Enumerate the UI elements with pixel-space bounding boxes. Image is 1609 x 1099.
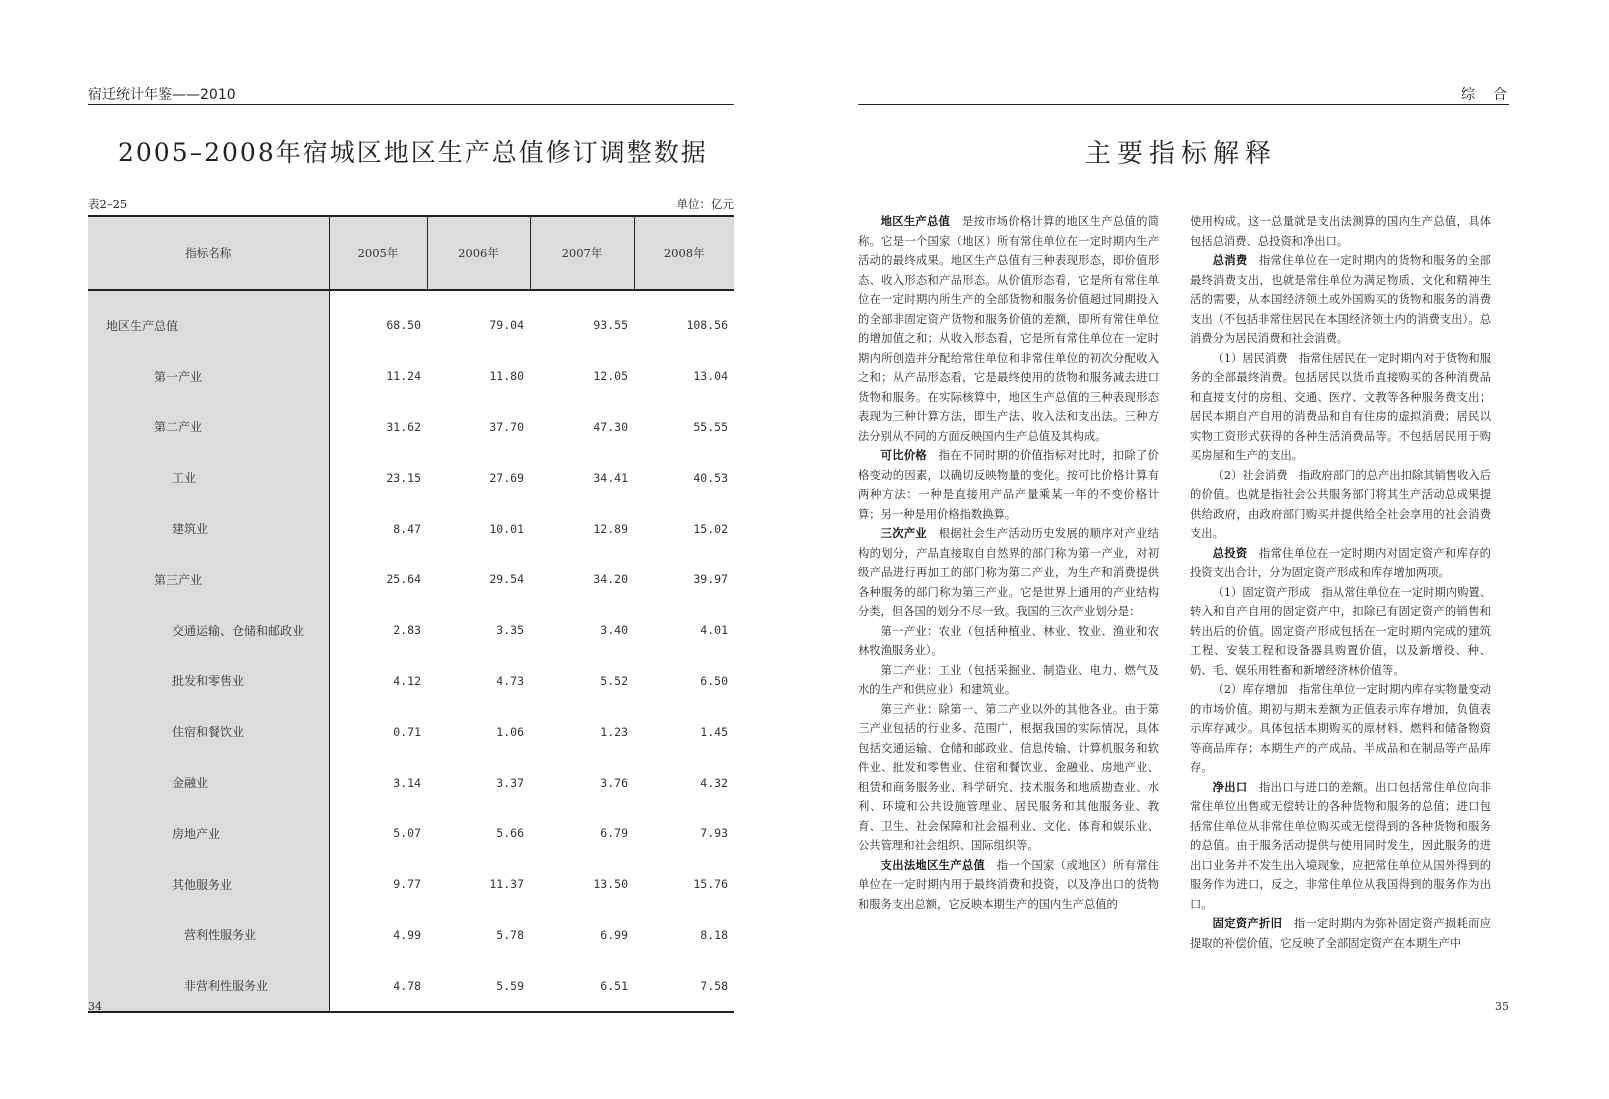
value-cell: 5.78 — [496, 927, 524, 942]
paragraph — [1190, 212, 1491, 251]
table-row — [88, 351, 734, 402]
column-header: 指标名称 — [88, 216, 329, 290]
column-header: 2006年 — [427, 216, 530, 290]
paragraph — [858, 524, 1159, 622]
value-cell: 5.59 — [427, 960, 530, 1012]
value-cell: 15.02 — [693, 521, 728, 536]
header-rule-left — [88, 104, 734, 105]
running-head-right: 综 合 — [1461, 87, 1509, 103]
value-cell: 79.04 — [489, 318, 524, 333]
value-cell: 29.54 — [489, 572, 524, 587]
paragraph — [858, 700, 1159, 856]
value-cell: 23.15 — [386, 470, 421, 485]
definition-text: （2）社会消费 指政府部门的总产出扣除其销售收入后的价值。也就是指社会公共服务部门将其生产活动总成果提供给政府，由政府部门购买并提供给全社会享用的社会消费支出。 — [1190, 468, 1491, 540]
definition-text: 指在不同时期的价值指标对比时，扣除了价格变动的因素，以确切反映物量的变化。按可比价格计算有两种方法：一种是直接用产品产量乘某一年的不变价格计算；另一种是用价格指数换算。 — [858, 449, 1159, 521]
definition-text: 指常住单位在一定时期内的货物和服务的全部最终消费支出，也就是常住单位为满足物质、文化和精神生活的需要，从本国经济领土或外国购买的货物和服务的消费支出（不包括非常住居民在本国经济领土内的消费支出）。总消费分为居民消费和社会消费。 — [1190, 254, 1491, 345]
page-number-right: 35 — [1495, 1000, 1509, 1013]
row-label: 工业 — [88, 452, 329, 503]
value-cell: 4.78 — [329, 960, 427, 1012]
running-head-left: 宿迁统计年鉴——2010 — [88, 87, 236, 103]
value-cell: 5.52 — [600, 673, 628, 688]
paragraph — [858, 856, 1159, 915]
table-row — [88, 554, 734, 605]
value-cell: 55.55 — [693, 419, 728, 434]
paragraph — [1190, 349, 1491, 466]
paragraph — [858, 622, 1159, 661]
value-cell: 3.14 — [393, 775, 421, 790]
column-header: 2008年 — [634, 216, 734, 290]
definition-text: 使用构成。这一总量就是支出法测算的国内生产总值，具体包括总消费、总投资和净出口。 — [1190, 215, 1491, 248]
value-cell: 8.18 — [700, 927, 728, 942]
section-title: 主要指标解释 — [1085, 139, 1278, 169]
table-row — [88, 402, 734, 453]
paragraph — [858, 661, 1159, 700]
value-cell: 93.55 — [593, 318, 628, 333]
value-cell: 6.99 — [600, 927, 628, 942]
value-cell: 9.77 — [393, 877, 421, 892]
value-cell: 11.37 — [489, 877, 524, 892]
value-cell: 4.12 — [393, 673, 421, 688]
value-cell: 6.79 — [600, 826, 628, 841]
value-cell: 12.89 — [593, 521, 628, 536]
column-header: 2005年 — [329, 216, 427, 290]
table-row — [88, 290, 734, 351]
value-cell: 10.01 — [489, 521, 524, 536]
value-cell: 11.24 — [386, 369, 421, 384]
row-label: 房地产业 — [88, 808, 329, 859]
value-cell: 6.50 — [700, 673, 728, 688]
column-header: 2007年 — [530, 216, 634, 290]
row-label: 营利性服务业 — [88, 910, 329, 961]
table-row — [88, 757, 734, 808]
term: 可比价格 — [880, 448, 928, 462]
table-row — [88, 605, 734, 656]
definition-text: 根据社会生产活动历史发展的顺序对产业结构的划分，产品直接取自自然界的部门称为第一产业，对初级产品进行再加工的部门称为第二产业，为生产和消费提供各种服务的部门称为第三产业。它是世界上通用的产业结构分类，但各国的划分不尽一致。我国的三次产业划分是： — [858, 527, 1159, 618]
paragraph — [1190, 583, 1491, 681]
right-page — [800, 0, 1609, 1099]
value-cell: 5.07 — [393, 826, 421, 841]
table-row — [88, 656, 734, 707]
table-title: 2005–2008年宿城区地区生产总值修订调整数据 — [118, 138, 708, 167]
definition-text: 是按市场价格计算的地区生产总值的简称。它是一个国家（地区）所有常住单位在一定时期内生产活动的最终成果。地区生产总值有三种表现形态，即价值形态、收入形态和产品形态。从价值形态看，它是所有常住单位在一定时期内所生产的全部货物和服务价值超过同期投入的全部非固定资产货物和服务价值的差额，即所有常住单位的增加值之和；从收入形态看，它是所有常住单位在一定时期内所创造并分配给常住单位和非常住单位的初次分配收入之和；从产品形态看，它是最终使用的货物和服务减去进口货物和服务。在实际核算中，地区生产总值的三种表现形态表现为三种计算方法，即生产法、收入法和支出法。三种方法分别从不同的方面反映国内生产总值及其构成。 — [858, 215, 1159, 443]
paragraph — [1190, 680, 1491, 778]
paragraph — [1190, 544, 1491, 583]
value-cell: 25.64 — [386, 572, 421, 587]
row-label: 地区生产总值 — [88, 290, 329, 351]
value-cell: 11.80 — [489, 369, 524, 384]
term: 净出口 — [1212, 779, 1248, 794]
paragraph — [858, 212, 1159, 446]
text-column-1 — [858, 212, 1159, 914]
definition-text: （2）库存增加 指常住单位一定时期内库存实物量变动的市场价值。期初与期末差额为正值表示库存增加，负值表示库存减少。具体包括本期购买的原材料、燃料和储备物资等商品库存；本期生产的产成品、半成品和在制品等产品库存。 — [1190, 683, 1491, 774]
value-cell: 3.37 — [496, 775, 524, 790]
definition-text: （1）居民消费 指常住居民在一定时期内对于货物和服务的全部最终消费。包括居民以货币直接购买的各种消费品和直接支付的房租、交通、医疗、文教等各种服务费支出；居民本期自产自用的消费品和自有住房的虚拟消费；居民以实物工资形式获得的各种生活消费品等。不包括居民用于购买房屋和生产的支出。 — [1190, 351, 1491, 462]
page-number-left: 34 — [88, 1000, 102, 1013]
text-column-2 — [1190, 212, 1491, 953]
value-cell: 4.01 — [700, 623, 728, 638]
row-label: 住宿和餐饮业 — [88, 706, 329, 757]
header-rule-right — [858, 104, 1509, 105]
paragraph — [1190, 778, 1491, 915]
value-cell: 3.76 — [600, 775, 628, 790]
value-cell: 6.51 — [530, 960, 634, 1012]
value-cell: 1.06 — [496, 724, 524, 739]
paragraph — [1190, 914, 1491, 953]
table-header-row — [88, 216, 734, 290]
term: 地区生产总值 — [880, 214, 951, 228]
gdp-revision-table — [88, 215, 734, 1013]
value-cell: 12.05 — [593, 369, 628, 384]
value-cell: 4.32 — [700, 775, 728, 790]
definition-text: 指一定时期内为弥补固定资产损耗而应提取的补偿价值，它反映了全部固定资产在本期生产中 — [1190, 917, 1491, 950]
paragraph — [1190, 466, 1491, 544]
row-label: 建筑业 — [88, 503, 329, 554]
value-cell: 39.97 — [693, 572, 728, 587]
value-cell: 4.73 — [496, 673, 524, 688]
row-label: 其他服务业 — [88, 859, 329, 910]
term: 三次产业 — [880, 526, 928, 540]
value-cell: 31.62 — [386, 419, 421, 434]
definition-text: 指常住单位在一定时期内对固定资产和库存的投资支出合计，分为固定资产形成和库存增加两项。 — [1190, 546, 1491, 579]
value-cell: 7.58 — [634, 960, 734, 1012]
value-cell: 47.30 — [593, 419, 628, 434]
row-label: 交通运输、仓储和邮政业 — [88, 605, 329, 656]
table-row — [88, 808, 734, 859]
value-cell: 15.76 — [693, 877, 728, 892]
term: 总消费 — [1212, 253, 1248, 267]
table-row — [88, 910, 734, 961]
left-page — [0, 0, 800, 1099]
value-cell: 5.66 — [496, 826, 524, 841]
value-cell: 4.99 — [393, 927, 421, 942]
value-cell: 13.04 — [693, 369, 728, 384]
table-row — [88, 960, 734, 1012]
value-cell: 1.45 — [700, 724, 728, 739]
value-cell: 7.93 — [700, 826, 728, 841]
value-cell: 1.23 — [600, 724, 628, 739]
definition-text: 指一个国家（或地区）所有常住单位在一定时期内用于最终消费和投资，以及净出口的货物和服务支出总额，它反映本期生产的国内生产总值的 — [858, 858, 1159, 911]
value-cell: 40.53 — [693, 470, 728, 485]
table-id: 表2–25 — [88, 197, 128, 211]
table-row — [88, 503, 734, 554]
value-cell: 3.35 — [496, 623, 524, 638]
value-cell: 0.71 — [393, 724, 421, 739]
row-label: 非营利性服务业 — [88, 960, 329, 1012]
row-label: 批发和零售业 — [88, 656, 329, 707]
definition-text: 第二产业：工业（包括采掘业、制造业、电力、燃气及水的生产和供应业）和建筑业。 — [858, 663, 1159, 696]
value-cell: 37.70 — [489, 419, 524, 434]
value-cell: 27.69 — [489, 470, 524, 485]
row-label: 第二产业 — [88, 402, 329, 453]
value-cell: 108.56 — [686, 318, 728, 333]
term: 支出法地区生产总值 — [880, 857, 986, 872]
definition-text: （1）固定资产形成 指从常住单位在一定时期内购置、转入和自产自用的固定资产中，扣除已有固定资产的销售和转出后的价值。固定资产形成包括在一定时期内完成的建筑工程、安装工程和设备器具购置价值，以及新增役、种、奶、毛、娱乐用牲畜和新增经济林价值等。 — [1190, 585, 1491, 677]
definition-text: 第三产业：除第一、第二产业以外的其他各业。由于第三产业包括的行业多、范围广，根据我国的实际情况，具体包括交通运输、仓储和邮政业、信息传输、计算机服务和软件业、批发和零售业、住宿和餐饮业、金融业、房地产业、租赁和商务服务业、科学研究、技术服务和地质勘查业、水利、环境和公共设施管理业、居民服务和其他服务业、教育、卫生、社会保障和社会福利业、文化、体育和娱乐业、公共管理和社会组织、国际组织等。 — [858, 702, 1159, 852]
value-cell: 3.40 — [600, 623, 628, 638]
value-cell: 8.47 — [393, 521, 421, 536]
value-cell: 2.83 — [393, 623, 421, 638]
value-cell: 34.20 — [593, 572, 628, 587]
term: 固定资产折旧 — [1212, 916, 1283, 930]
row-label: 第一产业 — [88, 351, 329, 402]
table-row — [88, 859, 734, 910]
term: 总投资 — [1212, 545, 1248, 560]
definition-text: 第一产业：农业（包括种植业、林业、牧业、渔业和农林牧渔服务业）。 — [858, 624, 1159, 657]
table-row — [88, 706, 734, 757]
table-row — [88, 452, 734, 503]
paragraph — [858, 446, 1159, 524]
table-unit: 单位：亿元 — [676, 197, 734, 211]
row-label: 第三产业 — [88, 554, 329, 605]
definition-text: 指出口与进口的差额。出口包括常住单位向非常住单位出售或无偿转让的各种货物和服务的总值；进口包括常住单位从非常住单位购买或无偿得到的各种货物和服务的总值。由于服务活动提供与使用同时发生，因此服务的进出口业务并不发生出入境现象，应把常住单位从国外得到的服务作为进口，反之，非常住单位从我国得到的服务作为出口。 — [1190, 780, 1491, 911]
value-cell: 68.50 — [386, 318, 421, 333]
row-label: 金融业 — [88, 757, 329, 808]
paragraph — [1190, 251, 1491, 349]
value-cell: 34.41 — [593, 470, 628, 485]
value-cell: 13.50 — [593, 877, 628, 892]
